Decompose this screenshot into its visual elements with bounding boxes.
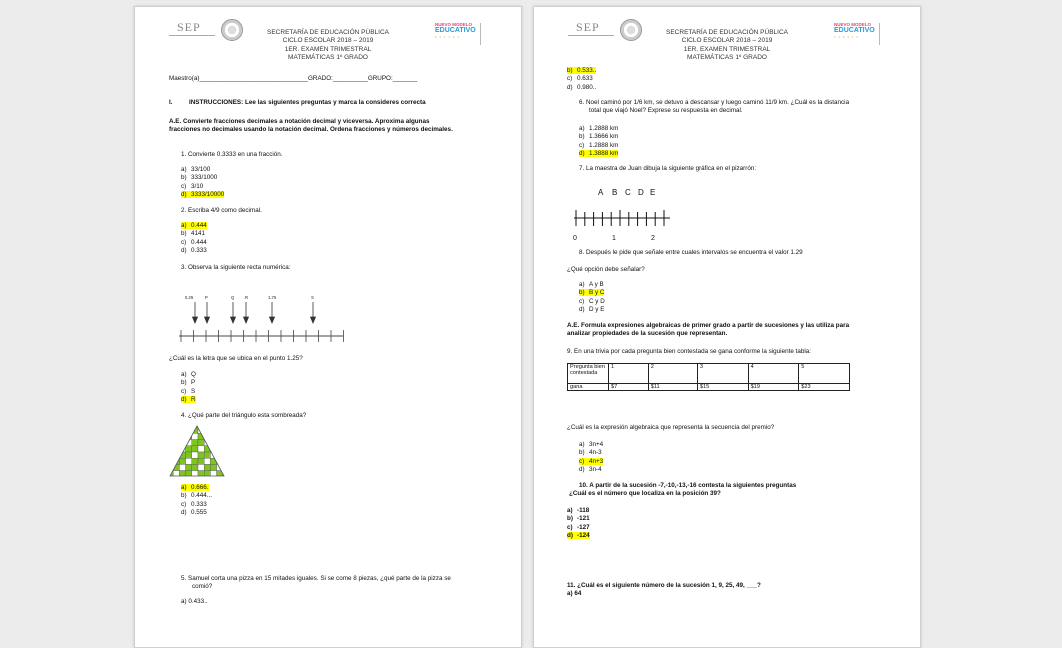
shaded-triangle-figure <box>169 425 225 477</box>
question-7: 7. La maestra de Juan dibuja la siguiente gráfica en el pizarrón: <box>579 165 757 172</box>
question-3: 3. Observa la siguiente recta numérica: <box>181 264 291 271</box>
option-b[interactable]: b) 4141 <box>181 230 206 238</box>
number-line-figure <box>175 293 347 345</box>
question-5-option-a[interactable]: a) 0.433.. <box>181 598 208 605</box>
question-10-options <box>567 507 590 541</box>
option-b-selected[interactable]: b) 0.533.. <box>567 67 597 74</box>
teacher-field: Maestro(a)_______________________________GRADO:__________GRUPO:_______ <box>169 75 418 82</box>
question-4-options <box>181 484 212 518</box>
question-8-ask: ¿Qué opción debe señalar? <box>567 266 645 273</box>
document-page-1 <box>134 6 522 648</box>
question-8-options <box>579 281 605 315</box>
option-b[interactable]: b) 333/1000 <box>181 174 218 182</box>
question-4: 4. ¿Qué parte del triángulo esta sombreada? <box>181 412 307 419</box>
question-8: 8. Después le pide que señale entre cuales intervalos se encuentra el valor 1.29 <box>579 249 803 256</box>
ae-objective-1-line2: fracciones no decimales usando la notación decimal. Ordena fracciones y números decimales. <box>169 126 453 133</box>
option-b[interactable]: b) -121 <box>567 515 590 523</box>
table-cell: $15 <box>697 384 748 391</box>
question-10-line1: 10. A partir de la sucesión -7,-10,-13,-16 contesta la siguientes preguntas <box>579 482 797 489</box>
table-cell: $7 <box>609 384 649 391</box>
ae-objective-2-line2: analizar propiedades de la sucesión que representan. <box>567 330 728 337</box>
option-c[interactable]: c) C y D <box>579 297 605 305</box>
option-a[interactable]: a) A y B <box>579 281 604 288</box>
number-line-abcde-figure <box>570 185 680 243</box>
question-10-line2: ¿Cuál es el número que localiza en la posición 39? <box>569 490 721 497</box>
option-d[interactable]: d) D y E <box>579 306 605 314</box>
letter-e: E <box>650 188 656 197</box>
question-5-line2: comió? <box>192 583 213 590</box>
table-cell: 4 <box>748 364 799 384</box>
label-r: R <box>245 295 249 300</box>
letter-b: B <box>612 188 618 197</box>
table-row <box>568 364 850 384</box>
question-6-options <box>579 125 618 159</box>
option-c[interactable]: c) 0.633 <box>567 75 593 83</box>
option-a[interactable]: a) Q <box>181 371 196 378</box>
label-s: S <box>311 295 314 300</box>
tick-2: 2 <box>651 235 655 242</box>
label-1-75: 1.75 <box>268 295 277 300</box>
sep-logo-text: SEP <box>576 20 600 34</box>
option-a-selected[interactable]: a) 0.666. <box>181 484 209 491</box>
question-3-ask: ¿Cuál es la letra que se ubica en el punto 1.25? <box>169 355 303 362</box>
option-c[interactable]: c) S <box>181 387 196 395</box>
table-cell: $19 <box>748 384 799 391</box>
tick-0: 0 <box>573 235 577 242</box>
document-page-2 <box>533 6 921 648</box>
ae-objective-2-line1: A.E. Formula expresiones algebraicas de primer grado a partir de sucesiones y las utiliza para <box>567 322 850 329</box>
question-6-line1: 6. Noel caminó por 1/6 km, se detuvo a descansar y luego caminó 11/9 km. ¿Cuál es la distancia <box>579 99 850 106</box>
page-header: SECRETARÍA DE EDUCACIÓN PÚBLICA CICLO ESCOLAR 2018 – 2019 1ER. EXAMEN TRIMESTRAL MATEMÁTICAS 1º GRADO <box>666 29 788 62</box>
question-5-line1: 5. Samuel corta una pizza en 15 mitades iguales. Si se come 8 piezas, ¿qué parte de la pizza se <box>181 575 451 582</box>
option-d[interactable]: d) 0.980.. <box>567 83 597 91</box>
question-1: 1. Convierte 0.3333 en una fracción. <box>181 151 283 158</box>
label-p: P <box>205 295 208 300</box>
option-c[interactable]: c) -127 <box>567 523 590 531</box>
question-6-line2: total que viajó Noel? Exprese su respuesta en decimal. <box>589 107 743 114</box>
option-b[interactable]: b) 4n-3 <box>579 449 602 457</box>
table-row <box>568 384 850 391</box>
instructions: INSTRUCCIONES: Lee las siguientes preguntas y marca la consideres correcta <box>189 99 426 106</box>
table-cell: $11 <box>648 384 697 391</box>
nuevo-modelo-logo: NUEVO MODELO EDUCATIVO • • • • • • <box>435 22 476 39</box>
question-9: 9. En una trivia por cada pregunta bien contestada se gana conforme la siguiente tabla: <box>567 348 811 355</box>
option-b[interactable]: b) P <box>181 379 196 387</box>
table-cell: 2 <box>648 364 697 384</box>
option-d-selected[interactable]: d) 1.3888 km <box>579 150 619 158</box>
label-0-25: 0.25 <box>185 295 194 300</box>
question-1-options <box>181 166 224 200</box>
question-3-options <box>181 371 196 405</box>
sep-logo-text: SEP <box>177 20 201 34</box>
letter-c: C <box>625 188 631 197</box>
option-b[interactable]: b) 0.444... <box>181 492 213 500</box>
label-q: Q <box>231 295 235 300</box>
tick-1: 1 <box>612 235 616 242</box>
table-cell: Pregunta bien contestada <box>568 364 609 384</box>
table-cell: $23 <box>799 384 850 391</box>
table-cell: gana <box>568 384 609 391</box>
page-header: SECRETARÍA DE EDUCACIÓN PÚBLICA CICLO ESCOLAR 2018 – 2019 1ER. EXAMEN TRIMESTRAL MATEMÁTICAS 1º GRADO <box>267 29 389 62</box>
option-b-selected[interactable]: b) B y C <box>579 289 605 297</box>
question-2: 2. Escriba 4/9 como decimal. <box>181 207 262 214</box>
option-c[interactable]: c) 0.444 <box>181 238 207 246</box>
option-c[interactable]: c) 1.2888 km <box>579 141 619 149</box>
option-a-selected[interactable]: a) 0.444 <box>181 222 207 229</box>
option-a[interactable]: a) 1.2888 km <box>579 125 619 132</box>
option-a[interactable]: a) 3n+4 <box>579 441 604 448</box>
table-cell: 5 <box>799 364 850 384</box>
letter-d: D <box>638 188 644 197</box>
table-cell: 3 <box>697 364 748 384</box>
option-d-selected[interactable]: d) 3333/10000 <box>181 191 225 199</box>
question-5-options-cont <box>567 67 596 92</box>
question-2-options <box>181 222 207 256</box>
option-d[interactable]: d) 3n-4 <box>579 466 602 474</box>
option-d[interactable]: d) 0.333 <box>181 247 207 255</box>
section-number: I. <box>169 99 173 106</box>
nuevo-modelo-logo: NUEVO MODELO EDUCATIVO • • • • • • <box>834 22 875 39</box>
option-d-selected[interactable]: d) R <box>181 396 196 404</box>
option-a[interactable]: a) -118 <box>567 507 590 514</box>
table-cell: 1 <box>609 364 649 384</box>
option-d[interactable]: d) 0.555 <box>181 509 207 517</box>
question-11: 11. ¿Cuál es el siguiente número de la sucesión 1, 9, 25, 49, ___? <box>567 582 761 589</box>
option-a[interactable]: a) 33/100 <box>181 166 211 173</box>
option-b[interactable]: b) 1.3666 km <box>579 133 619 141</box>
prize-table <box>567 363 850 391</box>
question-9-ask: ¿Cuál es la expresión algebraica que representa la secuencia del premio? <box>567 424 775 431</box>
question-11-option-a[interactable]: a) 64 <box>567 590 582 597</box>
letter-a: A <box>598 188 604 197</box>
option-d-selected[interactable]: d) -124 <box>567 532 590 540</box>
option-c[interactable]: c) 3/10 <box>181 182 204 190</box>
question-9-options <box>579 441 603 475</box>
option-c[interactable]: c) 0.333 <box>181 500 207 508</box>
option-c-selected[interactable]: c) 4n+3 <box>579 457 604 465</box>
ae-objective-1-line1: A.E. Convierte fracciones decimales a notación decimal y viceversa. Aproxima algunas <box>169 118 430 125</box>
